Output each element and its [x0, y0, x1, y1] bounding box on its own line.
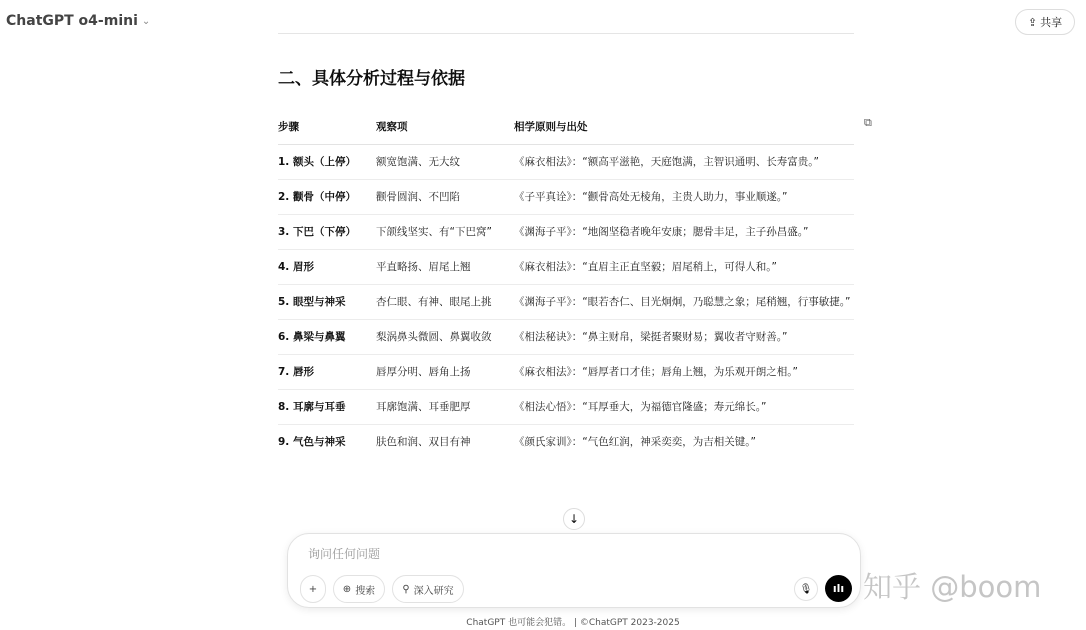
table-row [278, 425, 854, 460]
step-cell: 8. 耳廓与耳垂 [278, 390, 376, 425]
voice-mode-button[interactable] [825, 575, 852, 602]
observation-cell: 杏仁眼、有神、眼尾上挑 [376, 285, 514, 320]
step-cell: 5. 眼型与神采 [278, 285, 376, 320]
principle-cell: 《渊海子平》：“地阁坚稳者晚年安康；腮骨丰足，主子孙昌盛。” [514, 215, 854, 250]
waveform-icon: ılı [832, 582, 845, 595]
column-header: 相学原则与出处 [514, 112, 854, 145]
table-row [278, 215, 854, 250]
table-row [278, 390, 854, 425]
observation-cell: 耳廓饱满、耳垂肥厚 [376, 390, 514, 425]
principle-cell: 《子平真诠》：“颧骨高处无棱角，主贵人助力，事业顺遂。” [514, 180, 854, 215]
share-button[interactable] [1015, 9, 1075, 35]
copy-table-icon[interactable]: ⧉ [864, 116, 872, 129]
observation-cell: 唇厚分明、唇角上扬 [376, 355, 514, 390]
step-cell: 4. 眉形 [278, 250, 376, 285]
observation-cell: 肤色和润、双目有神 [376, 436, 471, 448]
principle-cell: 《相法秘诀》：“鼻主财帛，梁挺者聚财易；翼收者守财善。” [514, 320, 854, 355]
table-row [278, 250, 854, 285]
analysis-table [278, 112, 854, 459]
table-row [278, 285, 854, 320]
share-icon: ⇪ [1027, 15, 1038, 29]
deep-research-button[interactable] [392, 575, 464, 603]
section-title: 二、具体分析过程与依据 [278, 69, 465, 89]
column-header: 步骤 [278, 112, 376, 145]
globe-icon: ⊕ [342, 583, 352, 595]
observation-cell: 额宽饱满、无大纹 [376, 145, 514, 180]
prompt-input[interactable]: 询问任何问题 [308, 547, 381, 561]
column-header: 观察项 [376, 112, 514, 145]
observation-cell: 下颌线坚实、有“下巴窝” [376, 215, 514, 250]
search-label: 搜索 [355, 585, 376, 597]
principle-cell: 《麻衣相法》：“唇厚者口才佳；唇角上翘，为乐观开朗之相。” [514, 355, 854, 390]
step-cell: 6. 鼻梁与鼻翼 [278, 320, 376, 355]
step-cell: 7. 唇形 [278, 355, 376, 390]
step-cell: 2. 颧骨（中停） [278, 180, 376, 215]
step-cell: 3. 下巴（下停） [278, 215, 376, 250]
observation-cell: 梨涡鼻头微圆、鼻翼收敛 [376, 320, 514, 355]
microphone-icon: 🎙 [799, 583, 813, 595]
plus-icon: + [308, 583, 318, 595]
principle-cell: 《颜氏家训》：“气色红润，神采奕奕，为吉相关键。” [514, 436, 756, 448]
model-name: ChatGPT o4-mini [6, 13, 138, 29]
table-row [278, 320, 854, 355]
model-selector[interactable] [6, 13, 150, 29]
table-row [278, 180, 854, 215]
principle-cell: 《渊海子平》：“眼若杏仁、目光炯炯，乃聪慧之象；尾稍翘，行事敏捷。” [514, 285, 854, 320]
table-row [278, 355, 854, 390]
scroll-down-button[interactable]: ↓ [563, 508, 585, 530]
search-button[interactable] [333, 575, 385, 603]
principle-cell: 《相法心悟》：“耳厚垂大，为福德官隆盛；寿元绵长。” [514, 390, 854, 425]
composer [287, 533, 861, 608]
deep-research-label: 深入研究 [413, 585, 454, 597]
share-label: 共享 [1040, 16, 1063, 29]
divider [278, 33, 854, 34]
observation-cell: 颧骨圆润、不凹陷 [376, 180, 514, 215]
disclaimer: ChatGPT 也可能会犯错。 | ©ChatGPT 2023-2025 [466, 618, 680, 628]
step-cell: 1. 额头（上停） [278, 145, 376, 180]
principle-cell: 《麻衣相法》：“额高平滋艳，天庭饱满，主智识通明、长寿富贵。” [514, 145, 854, 180]
add-button[interactable] [300, 575, 326, 603]
principle-cell: 《麻衣相法》：“直眉主正直坚毅；眉尾稍上，可得人和。” [514, 250, 854, 285]
telescope-icon: ⚲ [402, 583, 410, 595]
watermark: 知乎 @boom [863, 570, 1042, 604]
observation-cell: 平直略扬、眉尾上翘 [376, 250, 514, 285]
microphone-button[interactable] [794, 577, 818, 601]
step-cell: 9. 气色与神采 [278, 436, 346, 448]
table-row [278, 145, 854, 180]
chevron-down-icon: ⌄ [141, 15, 151, 27]
